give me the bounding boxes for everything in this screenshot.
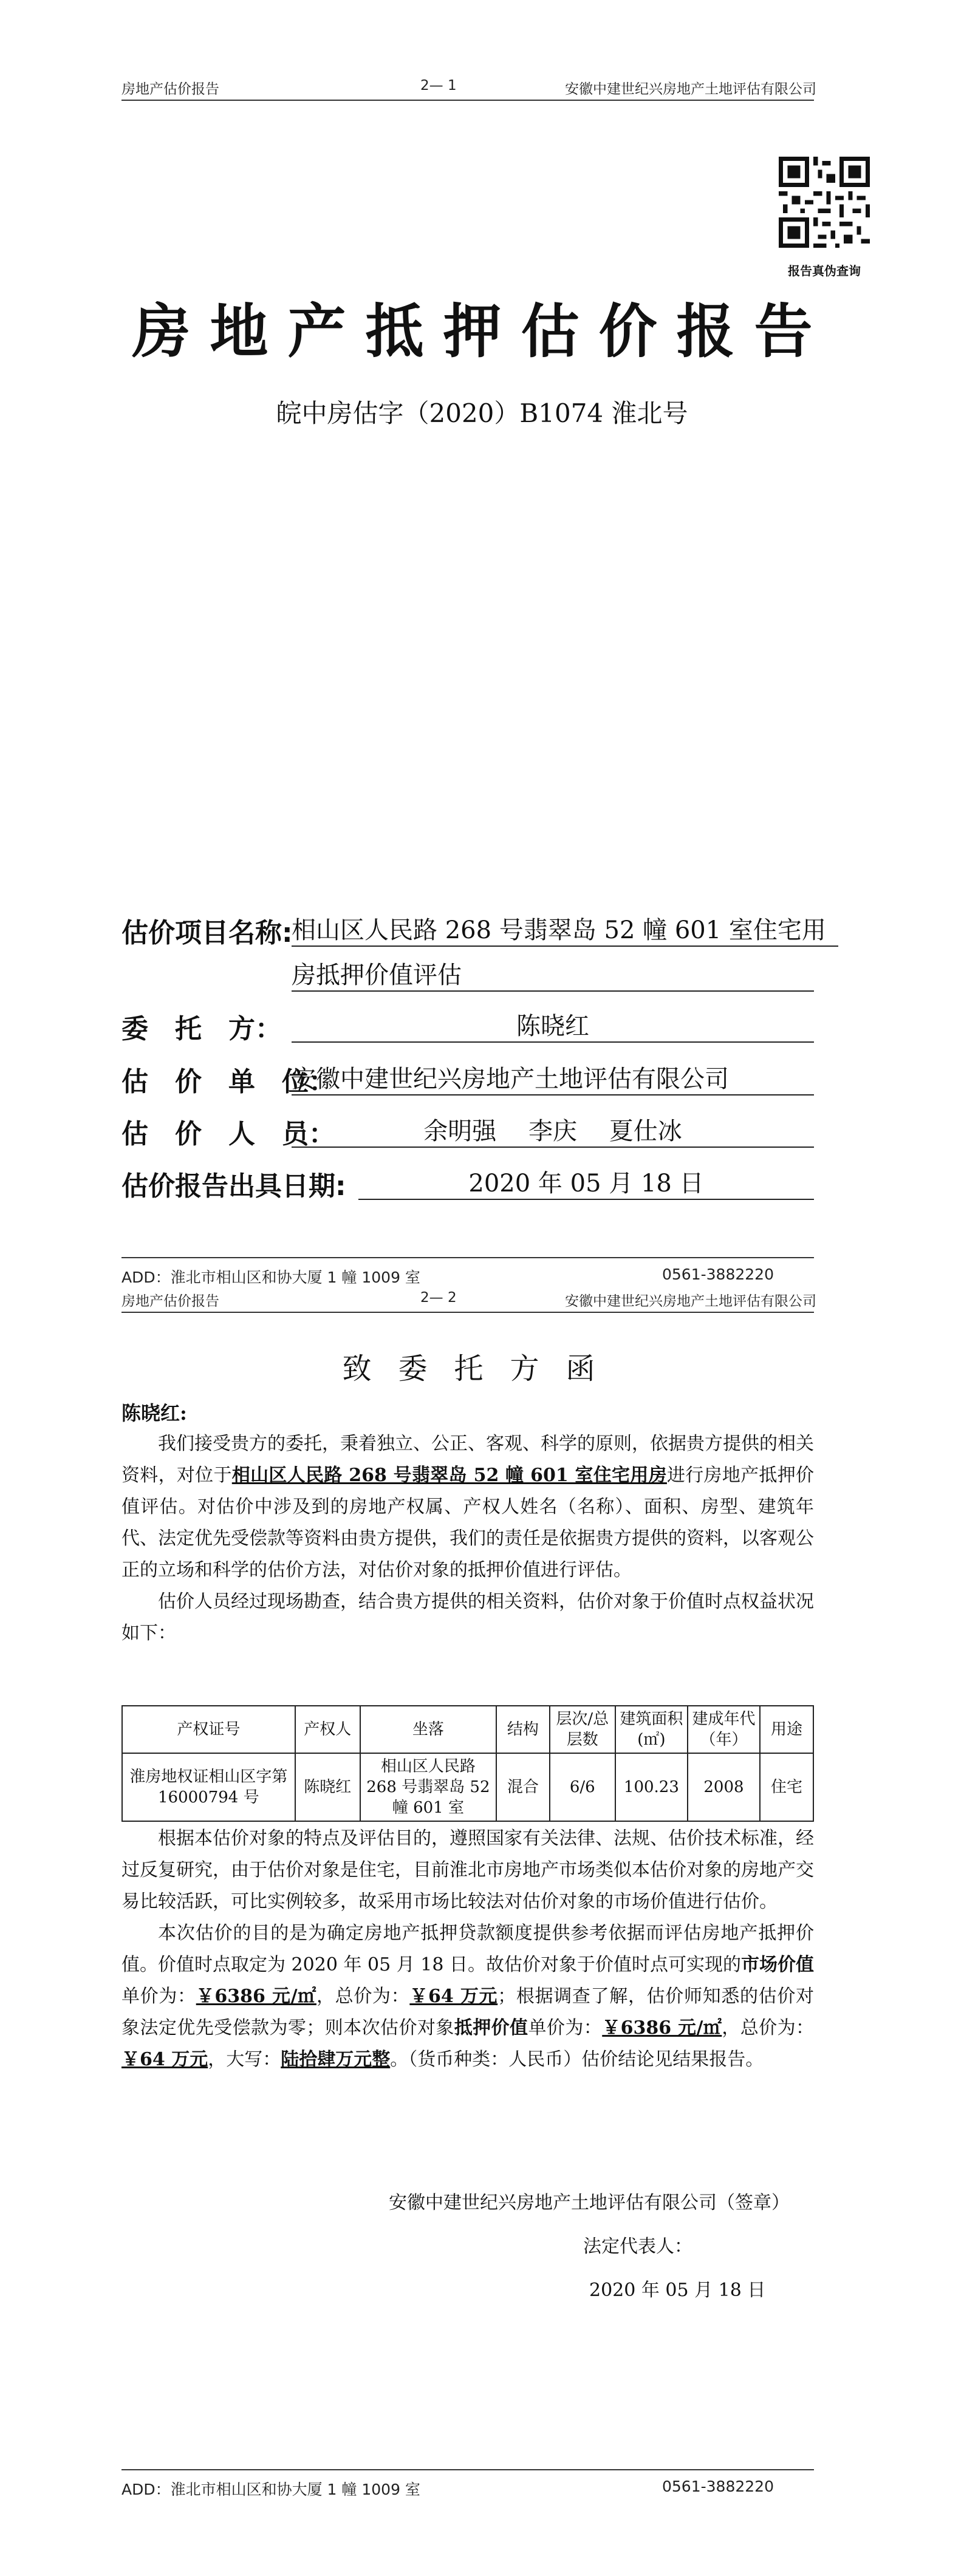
page1-footer-address: ADD：淮北市相山区和协大厦 1 幢 1009 室 bbox=[121, 1269, 420, 1286]
table-header-row bbox=[122, 1706, 813, 1753]
paragraph-3: 根据本估价对象的特点及评估目的，遵照国家有关法律、法规、估价技术标准，经过反复研究，由于估价对象是住宅，目前淮北市房地产市场类似本估价对象的房地产交易比较活跃，可比实例较多，故采用市场比较法对估价对象的市场价值进行估价。 bbox=[121, 1828, 814, 1912]
property-address: 相山区人民路 268 号翡翠岛 52 幢 601 室住宅用房 bbox=[231, 1465, 667, 1486]
page1-header-right: 安徽中建世纪兴房地产土地评估有限公司 bbox=[565, 81, 816, 97]
table-header: 产权人 bbox=[295, 1706, 360, 1753]
letter-title: 致委托方函 bbox=[342, 1352, 622, 1386]
page2-header-right: 安徽中建世纪兴房地产土地评估有限公司 bbox=[565, 1293, 816, 1309]
table-cell: 住宅 bbox=[760, 1753, 813, 1821]
qr-code-icon[interactable] bbox=[779, 157, 870, 248]
table-cell: 陈晓红 bbox=[295, 1753, 360, 1821]
paragraph-4: 本次估价的目的是为确定房地产抵押贷款额度提供参考依据而评估房地产抵押价值。价值时点取定为 2020 年 05 月 18 日。故估价对象于价值时点可实现的市场价值单价为：￥6386 元/㎡，总价为：￥64 万元；根据调查了解，估价师知悉的估价对象法定优先受偿款为零；则本次估价对象抵押价值单价为：￥6386 元/㎡，总价为：￥64 万元，大写：陆拾肆万元整。（货币种类：人民币）估价结论见结果报告。 bbox=[121, 1923, 815, 2070]
page1-header-rule bbox=[121, 100, 814, 101]
market-total-price: ￥64 万元 bbox=[409, 1986, 498, 2007]
table-header: 建筑面积(㎡) bbox=[615, 1706, 688, 1753]
page2-footer-rule bbox=[121, 2469, 814, 2470]
table-header: 坐落 bbox=[360, 1706, 496, 1753]
report-title: 房地产抵押估价报告 bbox=[132, 298, 832, 366]
page2-header-rule bbox=[121, 1312, 814, 1313]
signature-company: 安徽中建世纪兴房地产土地评估有限公司（签章） bbox=[389, 2192, 790, 2213]
table-header: 层次/总层数 bbox=[550, 1706, 615, 1753]
client-value: 陈晓红 bbox=[292, 1007, 814, 1043]
table-header: 用途 bbox=[760, 1706, 813, 1753]
table-cell: 2008 bbox=[688, 1753, 760, 1821]
date-label: 估价报告出具日期: bbox=[121, 1171, 346, 1202]
page1-footer-phone: 0561-3882220 bbox=[662, 1266, 774, 1283]
org-value: 安徽中建世纪兴房地产土地评估有限公司 bbox=[292, 1060, 814, 1095]
page2-footer-address: ADD：淮北市相山区和协大厦 1 幢 1009 室 bbox=[121, 2481, 420, 2498]
client-label: 委 托 方： bbox=[121, 1014, 282, 1044]
mortgage-value-term: 抵押价值 bbox=[454, 2017, 528, 2039]
table-cell: 混合 bbox=[496, 1753, 550, 1821]
page1-header-page-number: 2— 1 bbox=[420, 78, 457, 94]
table-cell: 100.23 bbox=[615, 1753, 688, 1821]
table-cell: 6/6 bbox=[550, 1753, 615, 1821]
mortgage-unit-price: ￥6386 元/㎡ bbox=[602, 2017, 722, 2039]
document-number: 皖中房估字（2020）B1074 淮北号 bbox=[276, 398, 688, 428]
page1-footer-rule bbox=[121, 1257, 814, 1258]
table-header: 产权证号 bbox=[122, 1706, 295, 1753]
appraisers-value: 余明强 李庆 夏仕冰 bbox=[292, 1112, 814, 1148]
project-value-line1: 相山区人民路 268 号翡翠岛 52 幢 601 室住宅用 bbox=[292, 911, 838, 947]
salutation: 陈晓红: bbox=[121, 1402, 187, 1425]
table-header: 结构 bbox=[496, 1706, 550, 1753]
project-value-line2: 房抵押价值评估 bbox=[292, 956, 814, 992]
amount-in-words: 陆拾肆万元整 bbox=[281, 2049, 391, 2070]
property-rights-table bbox=[121, 1705, 814, 1822]
letter-body-part2 bbox=[121, 1823, 814, 2076]
market-unit-price: ￥6386 元/㎡ bbox=[196, 1986, 316, 2007]
page2-footer-phone: 0561-3882220 bbox=[662, 2478, 774, 2495]
market-value-term: 市场价值 bbox=[740, 1954, 814, 1975]
table-cell: 相山区人民路 268 号翡翠岛 52 幢 601 室 bbox=[360, 1753, 496, 1821]
appraisers-label: 估 价 人 员： bbox=[121, 1119, 335, 1150]
table-cell: 淮房地权证相山区字第 16000794 号 bbox=[122, 1753, 295, 1821]
paragraph-2: 估价人员经过现场勘查，结合贵方提供的相关资料，估价对象于价值时点权益状况如下： bbox=[121, 1591, 814, 1644]
signature-legal-rep: 法定代表人： bbox=[583, 2236, 692, 2257]
page2-header-page-number: 2— 2 bbox=[420, 1290, 457, 1306]
mortgage-total-price: ￥64 万元 bbox=[121, 2049, 208, 2070]
table-header: 建成年代（年） bbox=[688, 1706, 760, 1753]
page2-header-left: 房地产估价报告 bbox=[121, 1293, 219, 1309]
qr-caption: 报告真伪查询 bbox=[788, 264, 861, 278]
org-label: 估 价 单 位： bbox=[121, 1066, 335, 1097]
date-value: 2020 年 05 月 18 日 bbox=[358, 1164, 814, 1200]
letter-body-part1 bbox=[121, 1428, 814, 1649]
signature-date: 2020 年 05 月 18 日 bbox=[589, 2280, 766, 2301]
page1-header-left: 房地产估价报告 bbox=[121, 81, 219, 97]
paragraph-1: 我们接受贵方的委托，秉着独立、公正、客观、科学的原则，依据贵方提供的相关资料，对位于相山区人民路 268 号翡翠岛 52 幢 601 室住宅用房进行房地产抵押价值评估。对估价中涉及到的房地产权属、产权人姓名（名称）、面积、房型、建筑年代、法定优先受偿款等资料由贵方提供，我们的责任是依据贵方提供的资料，以客观公正的立场和科学的估价方法，对估价对象的抵押价值进行评估。 bbox=[121, 1433, 815, 1581]
project-label: 估价项目名称: bbox=[121, 918, 293, 949]
table-row bbox=[122, 1753, 813, 1821]
